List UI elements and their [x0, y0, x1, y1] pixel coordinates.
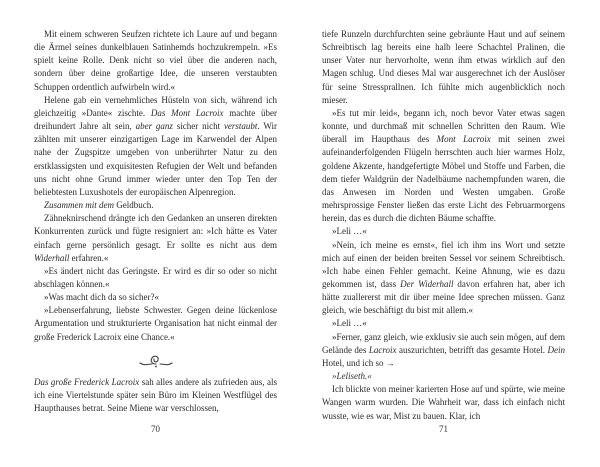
- paragraph: [322, 28, 565, 107]
- text-run: auszurichten, betrifft das gesamte Hotel.: [396, 344, 548, 355]
- italic-text: »Leliseth.«: [332, 371, 372, 382]
- page-number-left: 70: [151, 424, 160, 434]
- italic-text: Lacroix: [368, 344, 397, 355]
- paragraph: [34, 212, 277, 265]
- text-run: »Lebenserfahrung, liebste Schwester. Gegen deine lückenlose Argumentation und strukturierte Organisation hat nicht einmal der große Frederick Lacroix eine Chance.«: [34, 305, 277, 342]
- paragraph: [322, 383, 565, 422]
- left-page: [34, 28, 277, 415]
- paragraph: [34, 376, 277, 415]
- italic-text: Das Mont Lacroix: [150, 107, 224, 118]
- text-run: mit seinen zwei aufeinanderfolgenden Flügeln herrschten auch hier warmes Holz, goldene Akzente, handgefertigte Möbel und Stoffe und Farben, die dem tiefer Waldgrün der Nadelbäume nachempfunden waren, die das Anwesen im Norden und Westen umgaben. Große mehrsprossige Fenster ließen das erste Licht des Februarmorgens herein, das es durch die dichten Bäume schaffte.: [322, 134, 566, 224]
- paragraph: [34, 199, 277, 212]
- italic-text: Mont Lacroix: [436, 134, 491, 145]
- left-page-text-after-break: [34, 376, 277, 415]
- paragraph: [322, 225, 565, 238]
- italic-text: verstaubt: [223, 121, 258, 132]
- italic-text: Widerhall: [34, 252, 70, 263]
- paragraph: [322, 239, 565, 318]
- text-run: tiefe Runzeln durchfurchten seine gebräunte Haut und auf seinem Schreibtisch lag bereits eine halb leere Schachtel Pralinen, die unser Vater nur hervorholte, wenn ihm etwas wirklich auf den Magen schlug. Und dieses Mal war ausgerechnet ich der Auslöser für seine Stressprallnen. Ich fühlte mich augenblicklich noch mieser.: [322, 29, 565, 105]
- text-run: »Es ändert nicht das Geringste. Er wird es dir so oder so nicht abschlagen können.«: [34, 265, 277, 289]
- text-run: »Nein, ich meine es ernst«, fiel ich ihm ins Wort und setzte mich auf einen der beiden breiten Sessel vor seinem Schreibtisch. »Ich habe einen Fehler gemacht. Keine Ahnung, wie es dazu gekommen ist, dass: [322, 239, 565, 289]
- paragraph: [322, 331, 565, 370]
- text-run: »Leli …«: [332, 318, 367, 329]
- text-run: Mit einem schweren Seufzen richtete ich Laure auf und begann die Ärmel seines dunkelblauen Satinhemds hochzukrempeln. »Es spielt keine Rolle. Denk nicht so viel über die anderen nach, sondern über deine großartige Idee, die unseren verstaubten Schuppen ordentlich aufwirbeln wird.«: [34, 29, 277, 92]
- text-run: sicher nicht: [172, 121, 224, 132]
- text-run: Ich blickte von meiner karierten Hose auf und spürte, wie meine Wangen warm wurden. Die Wahrheit war, dass ich einfach nicht wusste, wie es war, Mist zu bauen. Klar, ich: [322, 384, 565, 421]
- text-run: sah alles andere als zufrieden aus, als ich eine Viertelstunde später sein Büro im Kleinen Westflügel des Haupthauses betrat. Seine Miene war verschlossen,: [34, 376, 277, 414]
- left-page-text: [34, 28, 277, 344]
- page-number-right: 71: [439, 424, 448, 434]
- paragraph: [34, 94, 277, 199]
- italic-text: aber ganz: [135, 121, 173, 132]
- flourish-ornament-icon: [34, 352, 277, 370]
- paragraph: [34, 291, 277, 304]
- right-page: [322, 28, 565, 423]
- italic-text: Dein: [547, 344, 565, 355]
- text-run: »Leli …«: [332, 226, 367, 237]
- text-run: »Ferner, ganz gleich, wie exklusiv sie auch sein mögen, auf dem Gelände des: [322, 331, 565, 355]
- italic-text: Der Widerhall: [400, 278, 454, 289]
- text-run: Helene gab ein vernehmliches Hüsteln von sich, während ich gleichzeitig »Dante« zischte.: [34, 94, 277, 118]
- text-run: Zähneknirschend drängte ich den Gedanken an unseren direkten Konkurrenten zurück und fügte resigniert an: »Ich hätte es Vater einfach gerne persönlich gesagt. Er sollte es nicht aus dem: [34, 213, 277, 250]
- text-run: davon erfahren hat, aber ich hätte zuallererst mit dir über meine Idee sprechen müssen. Ganz gleich, wie beschäftigt du bist mit allem.«: [322, 278, 566, 316]
- paragraph: [34, 304, 277, 343]
- paragraph: [322, 370, 565, 383]
- paragraph: [34, 265, 277, 291]
- text-run: Geldbuch.: [114, 200, 154, 211]
- paragraph: [34, 28, 277, 94]
- text-run: erfahren.«: [69, 252, 109, 263]
- text-run: Hotel, und ich so →: [322, 357, 395, 368]
- text-run: »Was macht dich da so sicher?«: [44, 292, 159, 303]
- italic-text: Zusammen mit dem: [44, 200, 114, 211]
- text-run: . Wir zählten mit unserer einzigartigen Lage im Karwendel der Alpen nahe der Zugspitze umgeben von unberührter Natur zu den erstklassigsten und exquisitesten Refugien der Welt und befanden uns nicht ohne Grund immer wieder unter den Top Ten der beliebtesten Luxushotels der europäischen Alpenregion.: [34, 121, 277, 197]
- paragraph: [322, 107, 565, 225]
- text-run: machte über dreihundert Jahre alt sein,: [34, 107, 277, 132]
- paragraph: [322, 317, 565, 330]
- right-page-text: [322, 28, 565, 423]
- italic-text: Das große Frederick Lacroix: [34, 376, 140, 387]
- text-run: »Es tut mir leid«, begann ich, noch bevor Vater etwas sagen konnte, und durchmaß mit schnellen Schritten den Raum. Wie überall im Haupthaus des: [322, 107, 565, 145]
